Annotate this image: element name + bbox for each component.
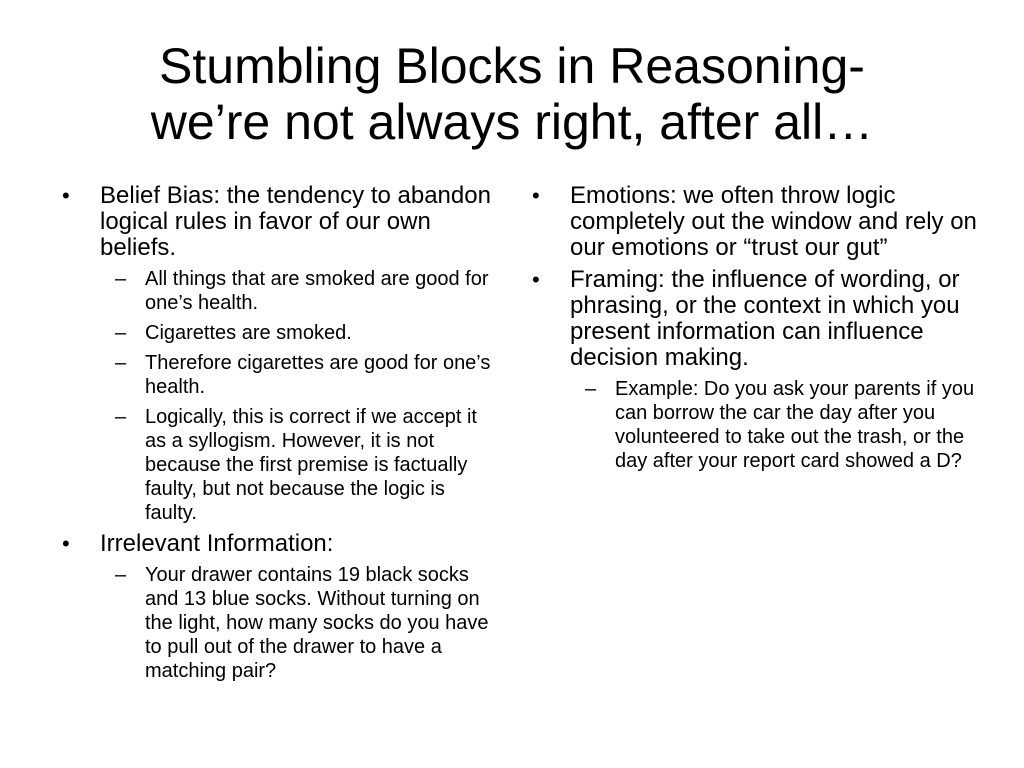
sub-bullet-list — [570, 377, 980, 473]
bullet-text: Framing: the influence of wording, or phrasing, or the context in which you present information can influence decision making. — [570, 266, 960, 371]
sub-bullet-text: Logically, this is correct if we accept it as a syllogism. However, it is not because the first premise is factually faulty, but not because the logic is faulty. — [145, 406, 477, 524]
bullet-text: Emotions: we often throw logic completely out the window and rely on our emotions or “trust our gut” — [570, 182, 977, 261]
bullet-icon: • — [532, 267, 540, 292]
sub-bullet-item — [100, 563, 500, 683]
right-bullet-list — [525, 183, 980, 473]
sub-bullet-list — [100, 267, 500, 525]
dash-icon: – — [115, 268, 127, 290]
sub-bullet-item — [100, 405, 500, 525]
sub-bullet-list — [100, 563, 500, 683]
bullet-text: Belief Bias: the tendency to abandon logical rules in favor of our own beliefs. — [100, 182, 491, 261]
dash-icon: – — [115, 406, 127, 428]
slide-title — [40, 38, 984, 150]
bullet-item-belief-bias — [55, 183, 500, 525]
bullet-text: Irrelevant Information: — [100, 530, 334, 557]
bullet-icon: • — [62, 531, 70, 556]
sub-bullet-item — [100, 321, 500, 345]
bullet-icon: • — [532, 183, 540, 208]
bullet-item-framing — [525, 267, 980, 473]
sub-bullet-text: Your drawer contains 19 black socks and 13 blue socks. Without turning on the light, how many socks do you have to pull out of the drawer to have a matching pair? — [145, 564, 489, 682]
bullet-icon: • — [62, 183, 70, 208]
sub-bullet-text: All things that are smoked are good for one’s health. — [145, 268, 489, 314]
slide-title-line-2: we’re not always right, after all… — [150, 94, 874, 150]
left-column — [55, 183, 500, 689]
dash-icon: – — [115, 352, 127, 374]
dash-icon: – — [115, 322, 127, 344]
sub-bullet-item — [100, 267, 500, 315]
sub-bullet-item — [570, 377, 980, 473]
sub-bullet-text: Therefore cigarettes are good for one’s health. — [145, 352, 491, 398]
right-column — [525, 183, 980, 479]
sub-bullet-text: Example: Do you ask your parents if you can borrow the car the day after you volunteered to take out the trash, or the day after your report card showed a D? — [615, 378, 975, 472]
dash-icon: – — [585, 378, 597, 400]
sub-bullet-text: Cigarettes are smoked. — [145, 322, 352, 344]
bullet-item-emotions — [525, 183, 980, 261]
bullet-item-irrelevant-information — [55, 531, 500, 683]
dash-icon: – — [115, 564, 127, 586]
left-bullet-list — [55, 183, 500, 683]
sub-bullet-item — [100, 351, 500, 399]
slide-title-line-1: Stumbling Blocks in Reasoning- — [159, 38, 865, 94]
